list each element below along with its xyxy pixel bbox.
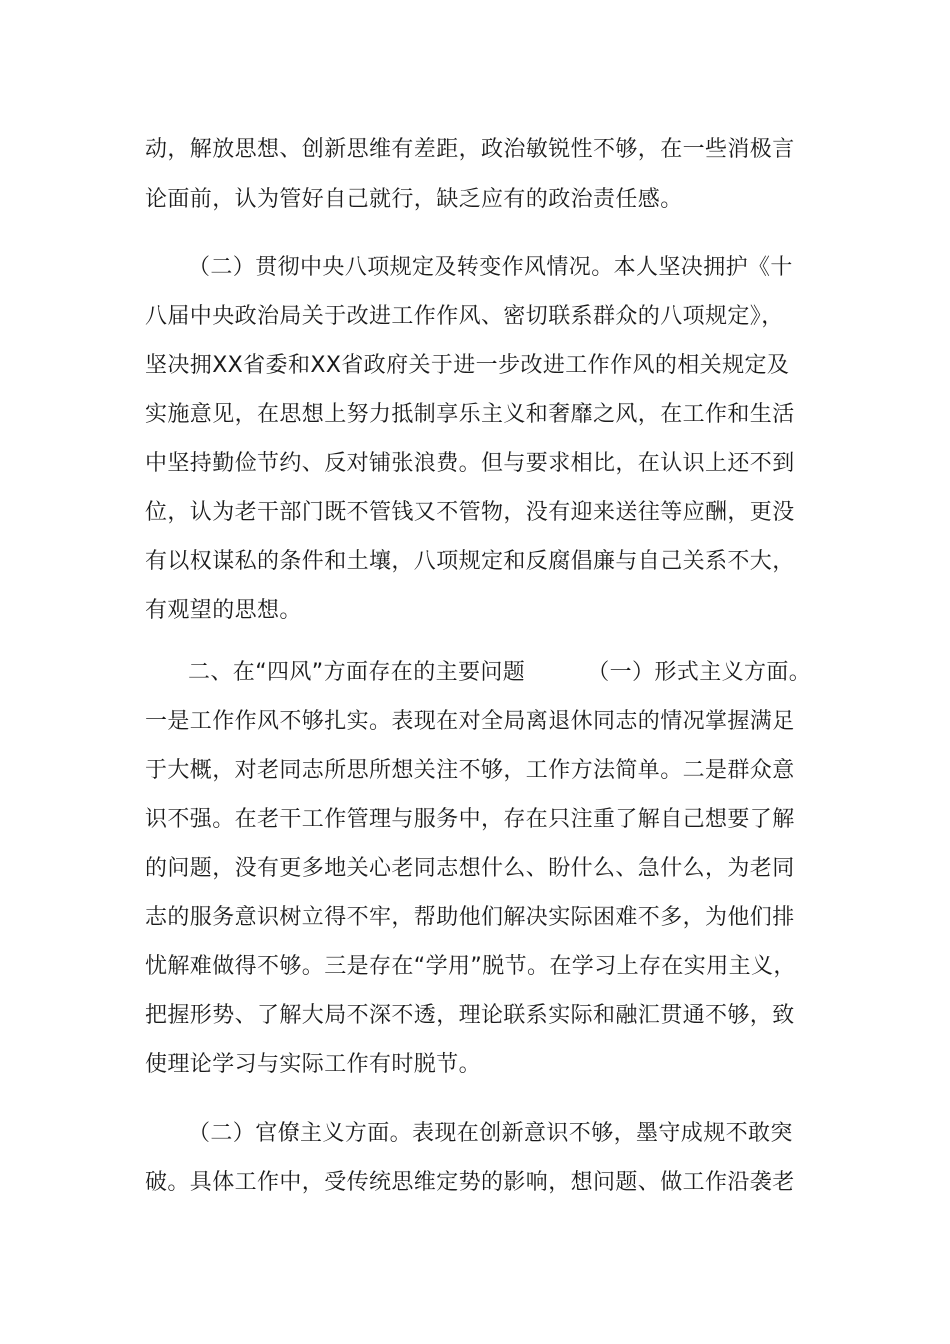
- text-line: 把握形势、了解大局不深不透，理论联系实际和融汇贯通不够，致: [145, 1003, 795, 1028]
- text-line: 坚决拥XX省委和XX省政府关于进一步改进工作作风的相关规定及: [145, 353, 790, 378]
- text-line: 有以权谋私的条件和土壤，八项规定和反腐倡廉与自己关系不大，: [145, 549, 795, 574]
- text-line: 忧解难做得不够。三是存在“学用”脱节。在学习上存在实用主义，: [145, 954, 796, 979]
- text-line: 破。具体工作中，受传统思维定势的影响，想问题、做工作沿袭老: [145, 1170, 795, 1195]
- subsection-heading: （一）形式主义方面。: [587, 660, 812, 685]
- text-line: 志的服务意识树立得不牢，帮助他们解决实际困难不多，为他们排: [145, 905, 795, 930]
- text-line: 识不强。在老干工作管理与服务中，存在只注重了解自己想要了解: [145, 807, 795, 832]
- text-line: 于大概，对老同志所思所想关注不够，工作方法简单。二是群众意: [145, 758, 795, 783]
- section-heading: [188, 660, 878, 686]
- text-line: 位，认为老干部门既不管钱又不管物，没有迎来送往等应酬，更没: [145, 500, 795, 525]
- text-line: 使理论学习与实际工作有时脱节。: [145, 1052, 482, 1077]
- text-line: 实施意见，在思想上努力抵制享乐主义和奢靡之风，在工作和生活: [145, 402, 795, 427]
- text-line: （二）官僚主义方面。表现在创新意识不够，墨守成规不敢突: [188, 1121, 793, 1146]
- text-line: 八届中央政治局关于改进工作作风、密切联系群众的八项规定》，: [145, 304, 784, 329]
- text-line: 动，解放思想、创新思维有差距，政治敏锐性不够，在一些消极言: [145, 137, 795, 162]
- text-line: 论面前，认为管好自己就行，缺乏应有的政治责任感。: [145, 187, 683, 212]
- text-line: （二）贯彻中央八项规定及转变作风情况。本人坚决拥护《十: [188, 255, 793, 280]
- section-heading-main: 二、在“四风”方面存在的主要问题: [188, 660, 526, 685]
- text-line: 一是工作作风不够扎实。表现在对全局离退休同志的情况掌握满足: [145, 709, 795, 734]
- text-line: 中坚持勤俭节约、反对铺张浪费。但与要求相比，在认识上还不到: [145, 451, 795, 476]
- text-line: 有观望的思想。: [145, 598, 302, 623]
- text-line: 的问题，没有更多地关心老同志想什么、盼什么、急什么，为老同: [145, 856, 795, 881]
